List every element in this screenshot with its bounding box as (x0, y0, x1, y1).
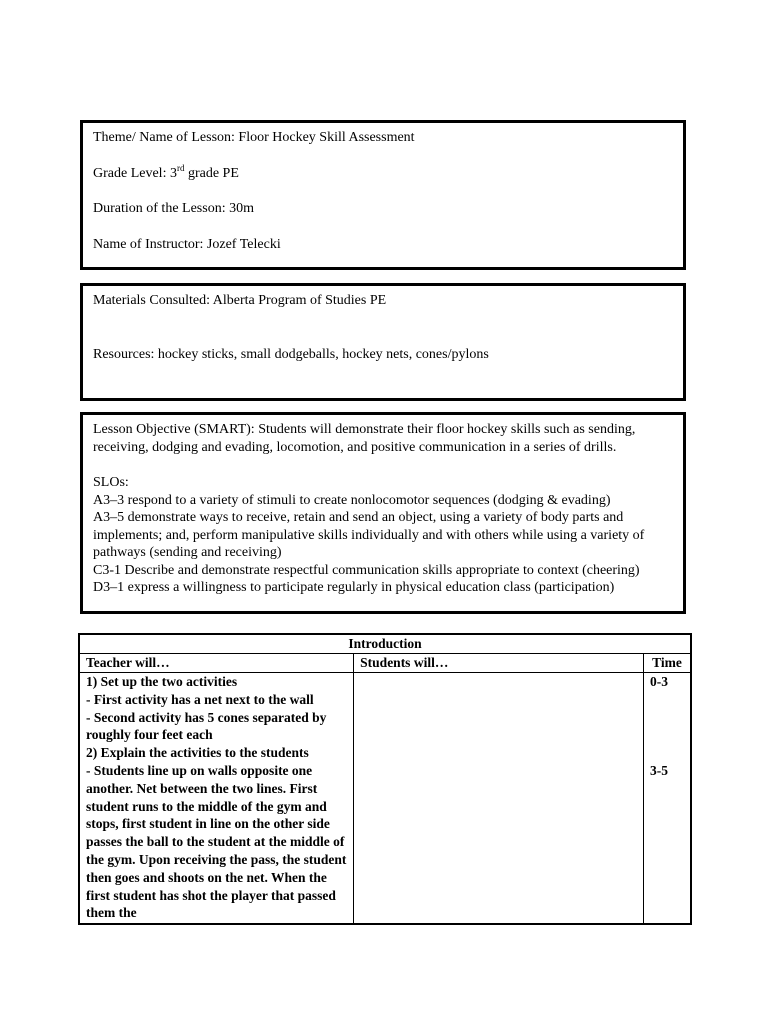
slo-item: C3-1 Describe and demonstrate respectful communication skills appropriate to context (cheering) (93, 562, 640, 578)
objective-box (80, 412, 686, 614)
slo-item: D3–1 express a willingness to participate regularly in physical education class (participation) (93, 580, 615, 595)
lesson-duration (93, 200, 673, 218)
instructor-label: Name of Instructor: (93, 236, 204, 252)
teacher-column-header: Teacher will… (79, 654, 354, 673)
teacher-step: - Students line up on walls opposite one another. Net between the two lines. First student runs to the middle of the gym and stops, first student in line on the other side passes the ball to the student at the middle of the gym. Upon receiving the pass, the student then goes and shoots on the net. When the first student has shot the player that passed them the (86, 762, 347, 921)
time-cell (644, 673, 691, 925)
slo-item: A3–5 demonstrate ways to receive, retain and send an object, using a variety of body parts and implements; and, perform manipulative skills individually and with others while using a variety of pathways (sending and receiving) (93, 510, 645, 560)
resources: Resources: hockey sticks, small dodgeballs, hockey nets, cones/pylons (93, 346, 489, 362)
time-column-header: Time (644, 654, 691, 673)
slo-item: A3–3 respond to a variety of stimuli to create nonlocomotor sequences (dodging & evading) (93, 492, 611, 508)
introduction-table (78, 633, 692, 925)
teacher-cell (79, 673, 354, 925)
teacher-step: 1) Set up the two activities (86, 674, 238, 689)
materials-box (80, 283, 686, 401)
grade-ordinal: rd (176, 162, 185, 173)
materials-consulted: Materials Consulted: Alberta Program of Studies PE (93, 293, 387, 308)
time-value: 3-5 (650, 762, 669, 778)
introduction-title: Introduction (79, 634, 691, 654)
instructor-value: Jozef Telecki (206, 236, 281, 252)
grade-number: 3 (169, 165, 177, 181)
grade-suffix: grade PE (187, 165, 239, 181)
students-cell (354, 673, 644, 925)
grade-level (93, 162, 673, 183)
theme-label: Theme/ Name of Lesson: (93, 130, 235, 145)
teacher-step: 2) Explain the activities to the students (86, 745, 309, 761)
grade-label: Grade Level: (93, 165, 167, 181)
lesson-info-box (80, 120, 686, 270)
duration-label: Duration of the Lesson: (93, 201, 226, 216)
duration-value: 30m (229, 201, 254, 216)
teacher-step: - First activity has a net next to the wall (86, 691, 314, 707)
teacher-step: - Second activity has 5 cones separated by roughly four feet each (86, 709, 327, 743)
slos-heading: SLOs: (93, 475, 129, 490)
lesson-theme (93, 129, 673, 147)
time-value: 0-3 (650, 674, 669, 689)
theme-value: Floor Hockey Skill Assessment (238, 130, 415, 145)
students-column-header: Students will… (354, 654, 644, 673)
lesson-objective: Lesson Objective (SMART): Students will demonstrate their floor hockey skills such as sending, receiving, dodging and evading, locomotion, and positive communication in a series of drills. (93, 422, 636, 455)
instructor-name (93, 236, 673, 254)
